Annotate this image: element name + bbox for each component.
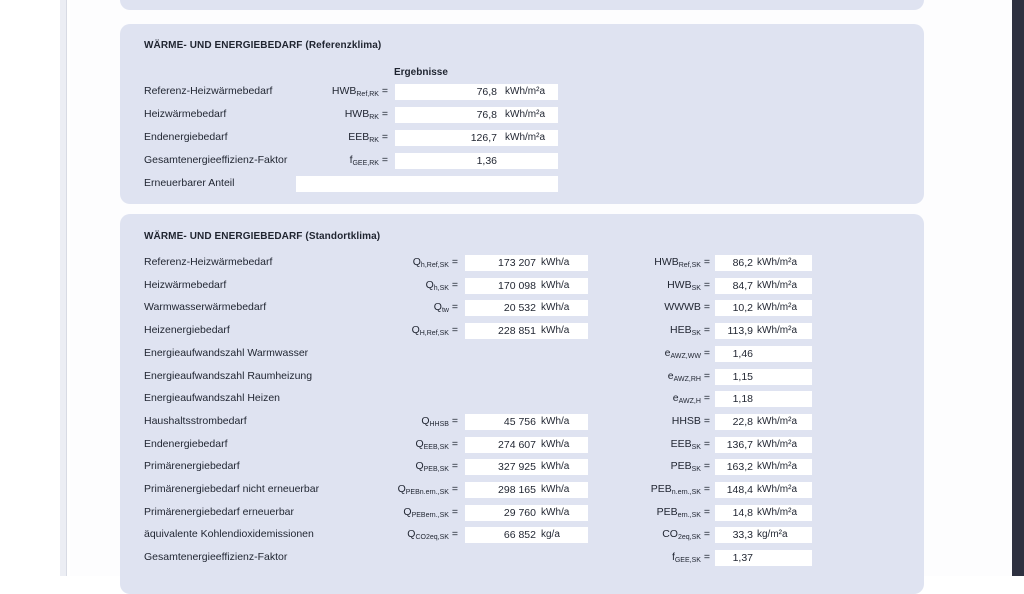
site-row-q-symbol-sub: PEBern.,SK	[411, 511, 449, 519]
site-row-q-unit: kWh/a	[541, 302, 570, 314]
site-row-s-symbol-sub: SK	[691, 466, 701, 474]
site-row-s-unit: kWh/m²a	[757, 415, 797, 427]
site-row-s-symbol-main: PEB	[656, 505, 678, 518]
ref-row-label: Gesamtenergieeffizienz-Faktor	[144, 154, 288, 166]
site-row-q-symbol-main: Q	[415, 437, 424, 450]
site-row-label: Energieaufwandszahl Warmwasser	[144, 346, 309, 359]
site-row-s-symbol-main: e	[664, 346, 671, 359]
site-row-s-symbol: $e_{AWZ,RH}$ =	[667, 369, 710, 383]
site-row-q-symbol: $Q_{tw}$ =	[433, 301, 458, 315]
site-row-q-symbol-sub: h,Ref,SK	[420, 262, 449, 269]
site-row-q-value: 29 760	[503, 506, 536, 519]
site-row-q-symbol: $Q_{HHSB}$ =	[421, 414, 458, 428]
site-row-s-value: 33,3	[732, 529, 753, 542]
site-row-s-symbol: $PEB_{SK}$ =	[670, 460, 710, 474]
site-row-s-unit: kWh/m²a	[757, 506, 797, 518]
previous-section-box	[120, 0, 924, 10]
site-row-q-symbol-sub: CO2eq,SK	[415, 534, 449, 542]
site-row-s-value: 1,37	[732, 552, 753, 565]
site-row-q-symbol: $Q_{h,SK}$ =	[425, 278, 458, 292]
ref-row-symbol: $f_{GEE,RK}$ =	[349, 154, 388, 167]
site-row-s-symbol-main: EEB	[670, 437, 692, 450]
ref-row-symbol-main: HWB	[331, 85, 357, 97]
site-row-label: Heizenergiebedarf	[144, 324, 230, 337]
site-row-q-symbol-main: Q	[397, 483, 406, 495]
site-row-s-symbol-sub: AWZ,WW	[670, 352, 701, 360]
site-row-s-symbol: $e_{AWZ,H}$ =	[672, 392, 710, 406]
site-row-q-symbol: $Q_{PEB,SK}$ =	[415, 460, 458, 474]
site-row-s-unit: kWh/m²a	[757, 302, 797, 314]
site-row-q-symbol-main: Q	[415, 460, 424, 473]
site-row-q-symbol-main: Q	[425, 278, 434, 291]
site-row-s-symbol-sub: Ref,SK	[678, 262, 701, 269]
site-row-s-unit: kWh/m²a	[757, 325, 797, 337]
site-row-q-unit: kg/a	[541, 529, 560, 541]
site-row-s-symbol-main: e	[667, 369, 674, 382]
ref-row-symbol-sub: RK	[369, 114, 379, 121]
site-row-s-symbol-main: PEB	[650, 483, 672, 495]
site-row-q-symbol-sub: EEB,SK	[423, 443, 449, 451]
ref-row-symbol-sub: RK	[369, 137, 379, 144]
site-row-label: Referenz-Heizwärmebedarf	[144, 256, 273, 268]
site-row-q-symbol-sub: PEB,SK	[423, 466, 449, 474]
site-row-q-value: 274 607	[498, 438, 536, 451]
site-row-s-value: 163,2	[726, 461, 753, 474]
site-row-q-symbol-main: Q	[411, 324, 420, 337]
reference-section-title: WÄRME- UND ENERGIEBEDARF (Referenzklima)	[144, 40, 382, 51]
site-row-q-unit: kWh/a	[541, 484, 570, 495]
ref-row-value: 126,7	[470, 132, 497, 144]
site-row-q-value: 170 098	[498, 279, 536, 292]
site-row-s-unit: kWh/m²a	[757, 484, 797, 495]
site-row-q-symbol-sub: H,Ref,SK	[419, 330, 449, 338]
site-row-q-symbol-main: Q	[403, 505, 412, 518]
site-row-q-symbol-main: Q	[407, 528, 416, 541]
site-row-s-symbol-sub: n.ern.,SK	[671, 489, 701, 496]
site-row-s-symbol-main: HWB	[667, 278, 692, 291]
results-header: Ergebnisse	[394, 67, 448, 78]
site-row-q-unit: kWh/a	[541, 279, 570, 291]
site-row-s-symbol-sub: AWZ,H	[678, 398, 701, 406]
site-row-s-symbol-sub: SK	[691, 443, 701, 451]
ref-row-symbol-sub: Ref,RK	[356, 91, 379, 98]
site-row-s-unit: kWh/m²a	[757, 279, 797, 291]
site-row-label: Primärenergiebedarf erneuerbar	[144, 505, 294, 518]
site-row-q-symbol-sub: HHSB	[429, 420, 449, 428]
site-row-q-value: 228 851	[498, 325, 536, 338]
ref-renewable-share-field	[296, 176, 558, 192]
site-row-q-symbol-sub: h,SK	[433, 284, 449, 292]
site-row-s-symbol: WWWB =	[664, 301, 710, 314]
ref-row-unit: kWh/m²a	[505, 86, 545, 97]
site-row-s-symbol-sub: AWZ,RH	[673, 375, 701, 383]
site-row-s-symbol-main: HEB	[670, 324, 692, 337]
site-row-label: Warmwasserwärmebedarf	[144, 301, 267, 314]
site-row-s-value: 1,15	[732, 370, 753, 383]
site-row-q-value: 298 165	[498, 484, 536, 496]
site-row-s-value: 86,2	[732, 257, 753, 269]
site-row-s-value: 14,8	[732, 506, 753, 519]
site-row-s-symbol-sub: GEE,SK	[674, 557, 701, 565]
ref-row-symbol-main: f	[349, 154, 353, 166]
site-row-q-symbol-main: Q	[421, 414, 430, 427]
site-row-q-symbol-main: Q	[433, 301, 442, 314]
site-row-label: Energieaufwandszahl Raumheizung	[144, 369, 313, 382]
site-row-q-unit: kWh/a	[541, 506, 570, 518]
site-row-s-symbol-main: CO	[662, 528, 678, 541]
ref-row-unit: kWh/m²a	[505, 132, 545, 143]
site-row-s-symbol: $EEB_{SK}$ =	[670, 437, 710, 451]
site-row-label: Primärenergiebedarf	[144, 460, 240, 473]
site-row-s-symbol: $HWB_{SK}$ =	[667, 278, 710, 292]
site-row-q-unit: kWh/a	[541, 438, 570, 450]
site-row-s-symbol: $HEB_{SK}$ =	[670, 324, 710, 338]
site-row-s-symbol-sub: SK	[691, 284, 701, 292]
left-page-margin	[0, 0, 67, 576]
site-row-q-unit: kWh/a	[541, 257, 570, 268]
site-row-s-symbol: $CO_{2eq,SK}$ =	[662, 528, 710, 542]
site-row-label: äquivalente Kohlendioxidemissionen	[144, 528, 314, 541]
site-row-s-symbol: $f_{GEE,SK}$ =	[671, 551, 710, 565]
site-row-q-symbol: $Q_{PEBern.,SK}$ =	[403, 505, 458, 519]
site-row-s-unit: kg/m²a	[757, 529, 788, 541]
site-row-q-symbol: $Q_{PEBn.ern.,SK}$ =	[397, 483, 458, 496]
site-row-label: Gesamtenergieeffizienz-Faktor	[144, 551, 288, 564]
site-row-q-symbol: $Q_{H,Ref,SK}$ =	[411, 324, 458, 338]
site-row-q-unit: kWh/a	[541, 415, 570, 427]
site-row-label: Heizwärmebedarf	[144, 278, 227, 291]
site-row-q-symbol-sub: tw	[441, 307, 449, 315]
site-row-s-symbol-main: WWWB	[664, 301, 701, 314]
site-row-s-symbol-main: PEB	[670, 460, 692, 473]
site-row-s-symbol-sub: SK	[691, 330, 701, 338]
site-row-s-value: 10,2	[732, 302, 753, 315]
ref-row-symbol-main: HWB	[344, 108, 370, 120]
site-row-q-value: 66 852	[503, 529, 536, 542]
site-row-q-value: 327 925	[498, 461, 536, 474]
site-row-q-symbol: $Q_{h,Ref,SK}$ =	[412, 256, 458, 269]
site-row-s-unit: kWh/m²a	[757, 461, 797, 473]
site-row-s-value: 84,7	[732, 279, 753, 292]
site-row-s-symbol-main: HWB	[654, 256, 679, 268]
site-row-q-symbol-main: Q	[412, 256, 421, 268]
ref-row-symbol: $HWB_{Ref,RK}$ =	[331, 85, 388, 98]
site-row-q-unit: kWh/a	[541, 461, 570, 473]
ref-row-label: Endenergiebedarf	[144, 131, 228, 143]
site-row-q-symbol: $Q_{CO2eq,SK}$ =	[407, 528, 458, 542]
site-row-s-symbol-main: f	[671, 551, 675, 564]
ref-row-label: Referenz-Heizwärmebedarf	[144, 85, 273, 97]
ref-row-symbol-sub: GEE,RK	[352, 160, 379, 167]
ref-row-label: Erneuerbarer Anteil	[144, 177, 235, 189]
ref-row-symbol-main: EEB	[348, 131, 370, 143]
site-row-s-value: 136,7	[726, 438, 753, 451]
ref-row-symbol: $HWB_{RK}$ =	[344, 108, 388, 121]
site-row-s-unit: kWh/m²a	[757, 438, 797, 450]
site-row-s-value: 1,46	[732, 347, 753, 360]
site-row-s-symbol: $PEB_{ern.,SK}$ =	[656, 505, 710, 519]
ref-row-symbol: $EEB_{RK}$ =	[348, 131, 388, 144]
site-row-q-value: 45 756	[503, 415, 536, 428]
site-row-s-symbol-main: HHSB	[671, 414, 701, 427]
site-row-q-unit: kWh/a	[541, 325, 570, 337]
site-row-s-unit: kWh/m²a	[757, 257, 797, 268]
site-row-q-symbol: $Q_{EEB,SK}$ =	[415, 437, 458, 451]
site-row-label: Haushaltsstrombedarf	[144, 414, 247, 427]
site-row-s-symbol-main: e	[672, 392, 679, 405]
site-row-s-value: 22,8	[732, 415, 753, 428]
site-section-title: WÄRME- UND ENERGIEBEDARF (Standortklima)	[144, 231, 381, 242]
site-row-label: Primärenergiebedarf nicht erneuerbar	[144, 483, 320, 495]
site-row-s-symbol-sub: 2eq,SK	[677, 534, 701, 542]
site-row-s-symbol-sub: ern.,SK	[677, 511, 701, 519]
site-row-s-value: 148,4	[726, 484, 753, 496]
ref-row-unit: kWh/m²a	[505, 109, 545, 120]
site-row-label: Energieaufwandszahl Heizen	[144, 392, 281, 405]
ref-row-value: 76,8	[476, 86, 497, 98]
site-row-q-value: 173 207	[498, 257, 536, 269]
ref-row-value: 1,36	[476, 155, 497, 167]
site-row-s-symbol: $HWB_{Ref,SK}$ =	[654, 256, 710, 269]
ref-row-label: Heizwärmebedarf	[144, 108, 227, 120]
site-row-q-symbol-sub: PEBn.ern.,SK	[405, 489, 449, 496]
site-row-s-symbol: HHSB =	[671, 414, 710, 427]
site-row-label: Endenergiebedarf	[144, 437, 228, 450]
site-row-s-value: 113,9	[727, 325, 753, 338]
site-row-s-symbol: $e_{AWZ,WW}$ =	[664, 346, 710, 360]
right-scan-edge	[1012, 0, 1024, 576]
site-row-q-value: 20 532	[503, 302, 536, 315]
site-row-s-symbol: $PEB_{n.ern.,SK}$ =	[650, 483, 710, 496]
ref-row-value: 76,8	[476, 109, 497, 121]
site-row-s-value: 1,18	[732, 393, 753, 406]
